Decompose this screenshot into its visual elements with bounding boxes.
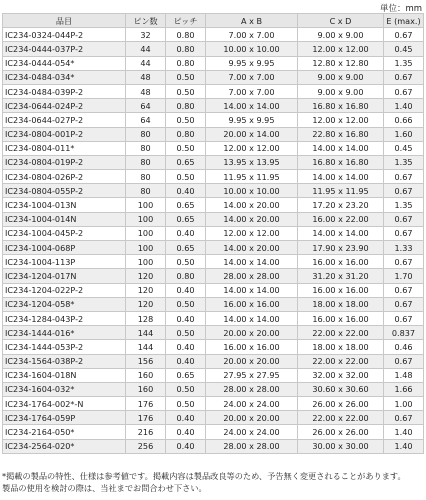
cell-e-max: 1.35 [384,198,424,212]
cell-c-x-d: 11.95 x 11.95 [298,184,384,198]
cell-c-x-d: 12.00 x 12.00 [298,113,384,127]
cell-a-x-b: 14.00 x 20.00 [206,198,298,212]
cell-pitch: 0.50 [166,70,206,84]
cell-pin-count: 64 [126,113,166,127]
cell-pitch: 0.80 [166,42,206,56]
cell-pin-count: 176 [126,397,166,411]
table-row [3,269,424,283]
cell-part-number: IC234-0804-019P-2 [3,155,126,169]
cell-pitch: 0.40 [166,283,206,297]
table-row [3,170,424,184]
table-row [3,241,424,255]
cell-pin-count: 48 [126,84,166,98]
cell-e-max: 1.40 [384,439,424,453]
cell-e-max: 0.67 [384,84,424,98]
cell-c-x-d: 16.00 x 22.00 [298,212,384,226]
table-row [3,425,424,439]
cell-pitch: 0.50 [166,170,206,184]
cell-c-x-d: 22.00 x 22.00 [298,326,384,340]
footnote-1: *掲載の製品の特性、仕様は参考値です。掲載内容は製品改良等のため、予告無く変更されることがあります。 [2,471,406,481]
cell-pitch: 0.50 [166,255,206,269]
cell-pitch: 0.50 [166,141,206,155]
cell-part-number: IC234-0804-026P-2 [3,170,126,184]
cell-c-x-d: 26.00 x 26.00 [298,425,384,439]
table-row [3,411,424,425]
cell-pin-count: 100 [126,198,166,212]
cell-pin-count: 48 [126,70,166,84]
cell-e-max: 0.67 [384,212,424,226]
cell-e-max: 0.67 [384,70,424,84]
cell-c-x-d: 18.00 x 18.00 [298,340,384,354]
cell-e-max: 0.67 [384,411,424,425]
cell-c-x-d: 9.00 x 9.00 [298,84,384,98]
table-row [3,99,424,113]
cell-pitch: 0.50 [166,326,206,340]
cell-a-x-b: 13.95 x 13.95 [206,155,298,169]
cell-e-max: 0.45 [384,42,424,56]
table-body [3,28,424,454]
cell-a-x-b: 20.00 x 14.00 [206,127,298,141]
cell-part-number: IC234-0484-039P-2 [3,84,126,98]
table-row [3,311,424,325]
cell-c-x-d: 26.00 x 26.00 [298,397,384,411]
cell-c-x-d: 16.00 x 16.00 [298,311,384,325]
cell-e-max: 1.40 [384,99,424,113]
table-row [3,28,424,42]
cell-c-x-d: 16.00 x 16.00 [298,283,384,297]
cell-part-number: IC234-1004-113P [3,255,126,269]
header-pin-count: ピン数 [126,14,166,28]
cell-pin-count: 120 [126,283,166,297]
cell-pitch: 0.65 [166,212,206,226]
cell-pitch: 0.80 [166,127,206,141]
cell-pin-count: 100 [126,241,166,255]
cell-e-max: 0.67 [384,184,424,198]
cell-c-x-d: 9.00 x 9.00 [298,70,384,84]
cell-part-number: IC234-2564-020* [3,439,126,453]
cell-part-number: IC234-1444-053P-2 [3,340,126,354]
cell-a-x-b: 12.00 x 12.00 [206,226,298,240]
cell-a-x-b: 20.00 x 20.00 [206,326,298,340]
cell-c-x-d: 17.20 x 23.20 [298,198,384,212]
cell-pin-count: 80 [126,170,166,184]
cell-e-max: 1.35 [384,155,424,169]
cell-part-number: IC234-1604-018N [3,368,126,382]
cell-a-x-b: 14.00 x 14.00 [206,311,298,325]
cell-pin-count: 256 [126,439,166,453]
cell-a-x-b: 16.00 x 16.00 [206,297,298,311]
cell-pin-count: 156 [126,354,166,368]
cell-a-x-b: 20.00 x 20.00 [206,411,298,425]
table-row [3,340,424,354]
table-row [3,56,424,70]
table-row [3,155,424,169]
cell-part-number: IC234-0444-037P-2 [3,42,126,56]
cell-e-max: 0.45 [384,141,424,155]
cell-a-x-b: 9.95 x 9.95 [206,113,298,127]
unit-label: 単位：mm [379,4,422,14]
cell-part-number: IC234-1004-045P-2 [3,226,126,240]
table-header [3,14,424,28]
cell-a-x-b: 28.00 x 28.00 [206,439,298,453]
cell-pitch: 0.65 [166,241,206,255]
cell-part-number: IC234-1444-016* [3,326,126,340]
cell-c-x-d: 14.00 x 14.00 [298,226,384,240]
cell-c-x-d: 16.00 x 16.00 [298,255,384,269]
cell-pin-count: 80 [126,155,166,169]
cell-a-x-b: 28.00 x 28.00 [206,269,298,283]
cell-pin-count: 176 [126,411,166,425]
cell-pitch: 0.40 [166,411,206,425]
cell-a-x-b: 12.00 x 12.00 [206,141,298,155]
cell-c-x-d: 12.00 x 12.00 [298,42,384,56]
cell-e-max: 1.40 [384,425,424,439]
table-row [3,184,424,198]
cell-part-number: IC234-0484-034* [3,70,126,84]
cell-e-max: 0.67 [384,311,424,325]
table-row [3,283,424,297]
cell-pitch: 0.65 [166,198,206,212]
cell-part-number: IC234-0444-054* [3,56,126,70]
cell-part-number: IC234-0324-044P-2 [3,28,126,42]
cell-pitch: 0.40 [166,354,206,368]
cell-part-number: IC234-0804-001P-2 [3,127,126,141]
cell-e-max: 0.67 [384,297,424,311]
cell-a-x-b: 27.95 x 27.95 [206,368,298,382]
cell-e-max: 0.67 [384,28,424,42]
cell-pitch: 0.40 [166,425,206,439]
cell-pitch: 0.80 [166,56,206,70]
cell-e-max: 1.70 [384,269,424,283]
table-row [3,382,424,396]
spec-table [2,13,424,454]
cell-pitch: 0.50 [166,297,206,311]
cell-e-max: 1.48 [384,368,424,382]
cell-a-x-b: 24.00 x 24.00 [206,397,298,411]
cell-e-max: 0.67 [384,354,424,368]
cell-pitch: 0.40 [166,311,206,325]
cell-pin-count: 100 [126,226,166,240]
cell-part-number: IC234-1004-068P [3,241,126,255]
cell-pin-count: 44 [126,42,166,56]
cell-e-max: 0.67 [384,255,424,269]
header-a-x-b: A x B [206,14,298,28]
cell-pin-count: 120 [126,297,166,311]
table-row [3,368,424,382]
cell-e-max: 1.35 [384,56,424,70]
cell-a-x-b: 10.00 x 10.00 [206,184,298,198]
cell-pitch: 0.50 [166,397,206,411]
cell-pin-count: 32 [126,28,166,42]
cell-pin-count: 128 [126,311,166,325]
cell-a-x-b: 14.00 x 20.00 [206,241,298,255]
header-row [3,14,424,28]
cell-e-max: 1.33 [384,241,424,255]
cell-part-number: IC234-2164-050* [3,425,126,439]
cell-pin-count: 100 [126,255,166,269]
table-row [3,326,424,340]
cell-part-number: IC234-0804-055P-2 [3,184,126,198]
cell-pin-count: 160 [126,368,166,382]
cell-pitch: 0.50 [166,84,206,98]
cell-pitch: 0.40 [166,340,206,354]
cell-a-x-b: 14.00 x 14.00 [206,255,298,269]
cell-part-number: IC234-1204-017N [3,269,126,283]
cell-pitch: 0.80 [166,99,206,113]
cell-c-x-d: 22.00 x 22.00 [298,411,384,425]
cell-pin-count: 160 [126,382,166,396]
cell-pin-count: 144 [126,326,166,340]
cell-a-x-b: 7.00 x 7.00 [206,70,298,84]
cell-e-max: 1.60 [384,127,424,141]
table-row [3,84,424,98]
cell-c-x-d: 14.00 x 14.00 [298,170,384,184]
cell-pin-count: 144 [126,340,166,354]
cell-e-max: 0.46 [384,340,424,354]
cell-e-max: 0.837 [384,326,424,340]
cell-a-x-b: 9.95 x 9.95 [206,56,298,70]
table-row [3,70,424,84]
table-row [3,439,424,453]
cell-e-max: 1.00 [384,397,424,411]
cell-pin-count: 80 [126,141,166,155]
cell-pin-count: 44 [126,56,166,70]
cell-pin-count: 80 [126,184,166,198]
cell-a-x-b: 7.00 x 7.00 [206,84,298,98]
header-c-x-d: C x D [298,14,384,28]
cell-pitch: 0.65 [166,155,206,169]
cell-a-x-b: 14.00 x 14.00 [206,283,298,297]
cell-c-x-d: 30.00 x 30.00 [298,439,384,453]
cell-part-number: IC234-1764-059P [3,411,126,425]
cell-c-x-d: 22.00 x 22.00 [298,354,384,368]
cell-part-number: IC234-1564-038P-2 [3,354,126,368]
cell-c-x-d: 17.90 x 23.90 [298,241,384,255]
cell-part-number: IC234-0644-027P-2 [3,113,126,127]
cell-c-x-d: 31.20 x 31.20 [298,269,384,283]
header-part-number: 品目 [3,14,126,28]
cell-e-max: 0.66 [384,113,424,127]
cell-pitch: 0.50 [166,113,206,127]
cell-pitch: 0.40 [166,184,206,198]
header-e-max: E (max.) [384,14,424,28]
cell-part-number: IC234-1004-014N [3,212,126,226]
cell-part-number: IC234-0804-011* [3,141,126,155]
table-row [3,198,424,212]
cell-c-x-d: 16.80 x 16.80 [298,155,384,169]
table-row [3,42,424,56]
cell-e-max: 0.67 [384,283,424,297]
table-row [3,297,424,311]
cell-e-max: 1.66 [384,382,424,396]
cell-c-x-d: 18.00 x 18.00 [298,297,384,311]
cell-part-number: IC234-1004-013N [3,198,126,212]
cell-pin-count: 64 [126,99,166,113]
cell-c-x-d: 16.80 x 16.80 [298,99,384,113]
footnotes [2,470,424,494]
cell-pitch: 0.40 [166,439,206,453]
cell-c-x-d: 14.00 x 14.00 [298,141,384,155]
cell-pitch: 0.40 [166,226,206,240]
table-row [3,127,424,141]
cell-pin-count: 216 [126,425,166,439]
cell-pin-count: 120 [126,269,166,283]
cell-part-number: IC234-1204-022P-2 [3,283,126,297]
cell-pitch: 0.80 [166,269,206,283]
cell-pitch: 0.80 [166,28,206,42]
cell-a-x-b: 11.95 x 11.95 [206,170,298,184]
cell-part-number: IC234-1204-058* [3,297,126,311]
cell-a-x-b: 14.00 x 14.00 [206,99,298,113]
cell-a-x-b: 14.00 x 20.00 [206,212,298,226]
cell-pin-count: 80 [126,127,166,141]
cell-pin-count: 100 [126,212,166,226]
cell-part-number: IC234-1764-002*-N [3,397,126,411]
cell-a-x-b: 10.00 x 10.00 [206,42,298,56]
cell-c-x-d: 9.00 x 9.00 [298,28,384,42]
cell-a-x-b: 24.00 x 24.00 [206,425,298,439]
table-row [3,354,424,368]
table-row [3,255,424,269]
cell-a-x-b: 20.00 x 20.00 [206,354,298,368]
table-row [3,141,424,155]
cell-c-x-d: 32.00 x 32.00 [298,368,384,382]
footnote-2: 製品の使用を検討の際は、当社までお問合わせ下さい。 [2,483,207,493]
cell-part-number: IC234-0644-024P-2 [3,99,126,113]
table-row [3,212,424,226]
cell-a-x-b: 7.00 x 7.00 [206,28,298,42]
cell-part-number: IC234-1604-032* [3,382,126,396]
table-row [3,113,424,127]
cell-a-x-b: 28.00 x 28.00 [206,382,298,396]
cell-pitch: 0.65 [166,368,206,382]
cell-e-max: 0.67 [384,170,424,184]
cell-c-x-d: 30.60 x 30.60 [298,382,384,396]
table-row [3,226,424,240]
cell-pitch: 0.50 [166,382,206,396]
table-row [3,397,424,411]
cell-a-x-b: 16.00 x 16.00 [206,340,298,354]
cell-part-number: IC234-1284-043P-2 [3,311,126,325]
cell-e-max: 0.67 [384,226,424,240]
cell-c-x-d: 22.80 x 16.80 [298,127,384,141]
cell-c-x-d: 12.80 x 12.80 [298,56,384,70]
header-pitch: ピッチ [166,14,206,28]
